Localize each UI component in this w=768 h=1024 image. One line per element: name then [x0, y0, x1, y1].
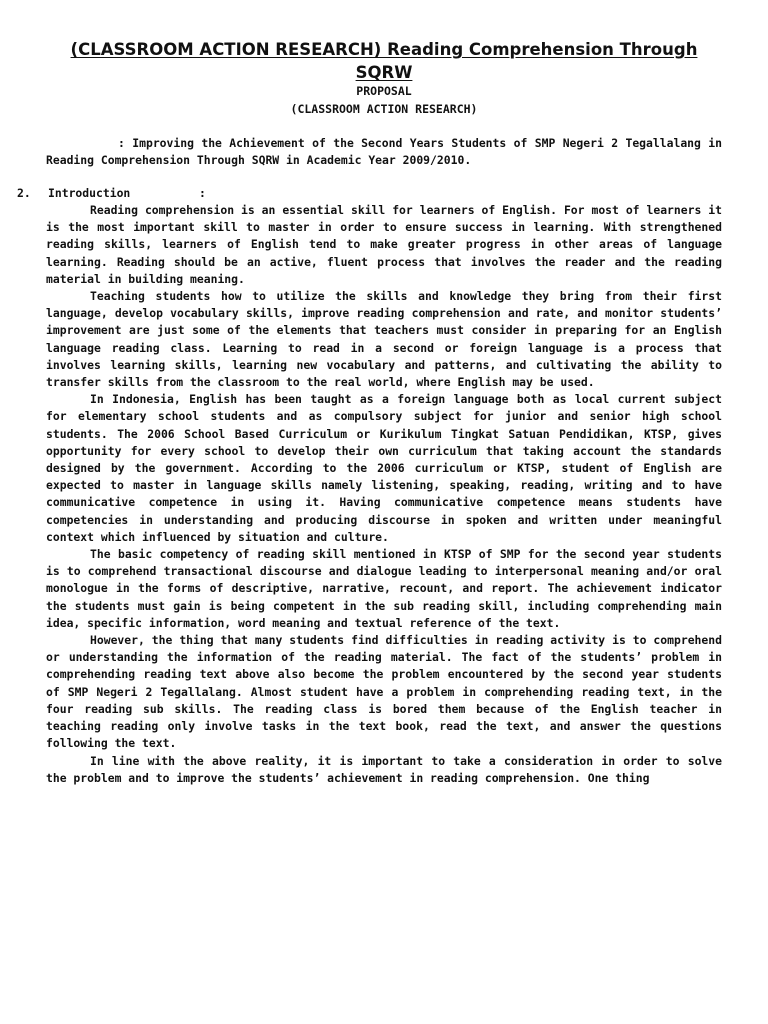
- document-title: (CLASSROOM ACTION RESEARCH) Reading Comprehension Through SQRW: [70, 40, 698, 82]
- paragraph: Teaching students how to utilize the skills and knowledge they bring from their first language, develop vocabulary skills, improve reading comprehension and rate, and monitor students’ improvement are just some of the elements that teachers must consider in preparing for an English language reading class. Learning to read in a second or foreign language is a process that involves learning skills, learning new vocabulary and patterns, and cultivating the ability to transfer skills from the classroom to the real world, where English may be used.: [46, 289, 722, 390]
- research-type-label: (CLASSROOM ACTION RESEARCH): [290, 102, 478, 116]
- paragraph: In line with the above reality, it is important to take a consideration in order to solve the problem and to improve the students’ achievement in reading comprehension. One thing: [46, 753, 722, 785]
- paragraph: In Indonesia, English has been taught as a foreign language both as local current subject for elementary school students and as compulsory subject for junior and senior high school students. The 2006 School Based Curriculum or Kurikulum Tingkat Satuan Pendidikan, KTSP, gives opportunity for every school to develop their own curriculum that taking account the standards designed by the government. According to the 2006 curriculum or KTSP, student of English are expected to master in language skills namely listening, speaking, reading, writing and to have communicative competence in using it. Having communicative competence means students have competencies in understanding and producing discourse in spoken and written under meaningful context which influenced by situation and culture.: [46, 392, 722, 544]
- section-number: 2.: [17, 186, 31, 200]
- paragraph: However, the thing that many students find difficulties in reading activity is to comprehend or understanding the information of the reading material. The fact of the students’ problem in comprehending reading text above also become the problem encountered by the second year students of SMP Negeri 2 Tegallalang. Almost student have a problem in comprehending reading text, in the four reading sub skills. The reading class is bored them because of the English teacher in teaching reading only involve tasks in the text book, read the text, and answer the questions following the text.: [46, 633, 722, 751]
- section-title: Introduction: [48, 186, 131, 200]
- paragraph: Reading comprehension is an essential skill for learners of English. For most of learners it is the most important skill to master in order to ensure success in learning. With strengthened reading skills, learners of English tend to make greater progress in other areas of language learning. Reading should be an active, fluent process that involves the reader and the reading material in building meaning.: [46, 203, 722, 286]
- introduction-body: [46, 202, 722, 787]
- proposal-label: PROPOSAL: [356, 84, 412, 98]
- section-colon: :: [199, 186, 206, 200]
- research-title-line: : Improving the Achievement of the Second Years Students of SMP Negeri 2 Tegallalang in Reading Comprehension Through SQRW in Academic Year 2009/2010.: [46, 136, 722, 168]
- paragraph: The basic competency of reading skill mentioned in KTSP of SMP for the second year students is to comprehend transactional discourse and dialogue leading to interpersonal meaning and/or oral monologue in the forms of descriptive, narrative, recount, and report. The achievement indicator the students must gain is being competent in the sub reading skill, including comprehending main idea, specific information, word meaning and textual reference of the text.: [46, 547, 722, 630]
- section-heading: [17, 185, 237, 202]
